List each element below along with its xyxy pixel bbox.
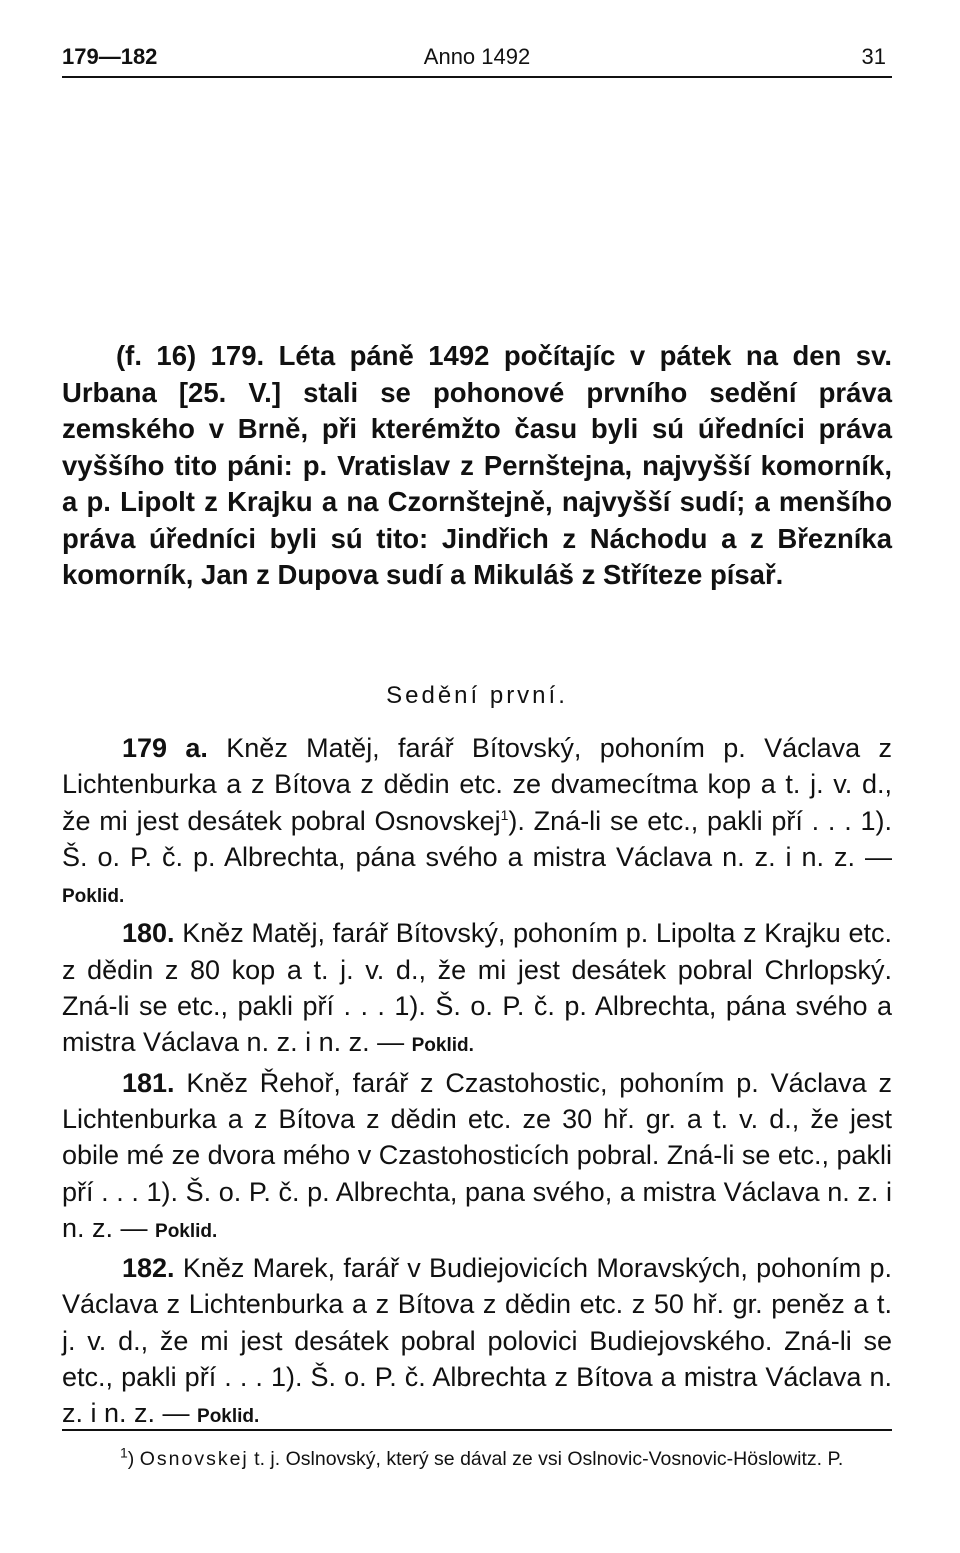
poklid-note: Poklid. (197, 1406, 260, 1428)
entry-number: 182. (122, 1253, 175, 1284)
entry-181 (62, 1065, 892, 1250)
entry-number: 181. (122, 1067, 175, 1098)
entry-text: Kněz Marek, farář v Budiejovicích Moravských, pohoním p. Václava z Lichtenburka a z Bítova z dědin etc. z 50 hř. gr. peněz a t. j. v. d., že mi jest desátek pobral polovici Budiejovského. Zná-li se etc., pakli pří . . . 1). Š. o. P. č. Albrechta z Bítova a mistra Václava n. z. i n. z. — (62, 1253, 892, 1429)
running-header (62, 40, 892, 78)
entry-text: Kněz Řehoř, farář z Czastohostic, pohoním p. Václava z Lichtenburka a z Bítova z dědin etc. ze 30 hř. gr. a t. v. d., že jest obile mé ze dvora mého v Czastohosticích pobral. Zná-li se etc., pakli pří . . . 1). Š. o. P. č. p. Albrechta, pana svého, a mistra Václava n. z. i n. z. — (62, 1067, 892, 1243)
entries-list (62, 730, 892, 1436)
page (62, 0, 892, 1553)
entry-number: 180. (122, 918, 175, 949)
poklid-note: Poklid. (411, 1035, 474, 1057)
entry-182 (62, 1250, 892, 1435)
footnote-paren: ) (127, 1448, 140, 1470)
intro-paragraph: (f. 16) 179. Léta páně 1492 počítajíc v pátek na den sv. Urbana [25. V.] stali se pohonové prvního sedění práva zemského v Brně, při kterémžto času byli sú úředníci práva vyššího tito páni: p. Vratislav z Pernštejna, najvyšší komorník, a p. Lipolt z Krajku a na Czornštejně, najvyšší sudí; a menšího práva úředníci byli sú tito: Jindřich z Náchodu a z Březníka komorník, Jan z Dupova sudí a Mikuláš z Stříteze písař. (62, 340, 892, 590)
entry-text: Kněz Matěj, farář Bítovský, pohoním p. Lipolta z Krajku etc. z dědin z 80 kop a t. j. v. d., že mi jest desátek pobral Chrlopský. Zná-li se etc., pakli pří . . . 1). Š. o. P. č. p. Albrechta, pána svého a mistra Václava n. z. i n. z. — (62, 918, 892, 1058)
entry-text-cont: ). Zná-li se etc., pakli pří . . . 1). Š. o. P. č. p. Albrechta, pána svého a mistra Václava n. z. i n. z. — (62, 805, 892, 872)
header-title: Anno 1492 (423, 44, 531, 69)
page-number: 31 (861, 44, 886, 69)
entry-text: Kněz Matěj, farář Bítovský, pohoním p. Václava z Lichtenburka a z Bítova z dědin etc. ze dvamecítma kop a t. j. v. d., že mi jest desátek pobral Osnovskej (62, 733, 892, 836)
poklid-note: Poklid. (62, 886, 125, 908)
footnote-text: t. j. Oslnovský, který se dával ze vsi Oslnovic-Vosnovic-Höslowitz. P. (248, 1448, 844, 1470)
header-entry-range: 179—182 (62, 44, 158, 69)
footnote-marker: 1 (120, 1444, 128, 1461)
footnote-term: Osnovskej (139, 1448, 249, 1470)
footnote-divider (62, 1429, 892, 1431)
poklid-note: Poklid. (155, 1220, 218, 1242)
footnote-ref: 1 (500, 806, 509, 823)
footnote (62, 1444, 892, 1475)
section-title: Sedění první. (386, 682, 568, 709)
entry-number: 179 a. (122, 733, 208, 763)
entry-180 (62, 915, 892, 1064)
entry-179a (62, 730, 892, 915)
